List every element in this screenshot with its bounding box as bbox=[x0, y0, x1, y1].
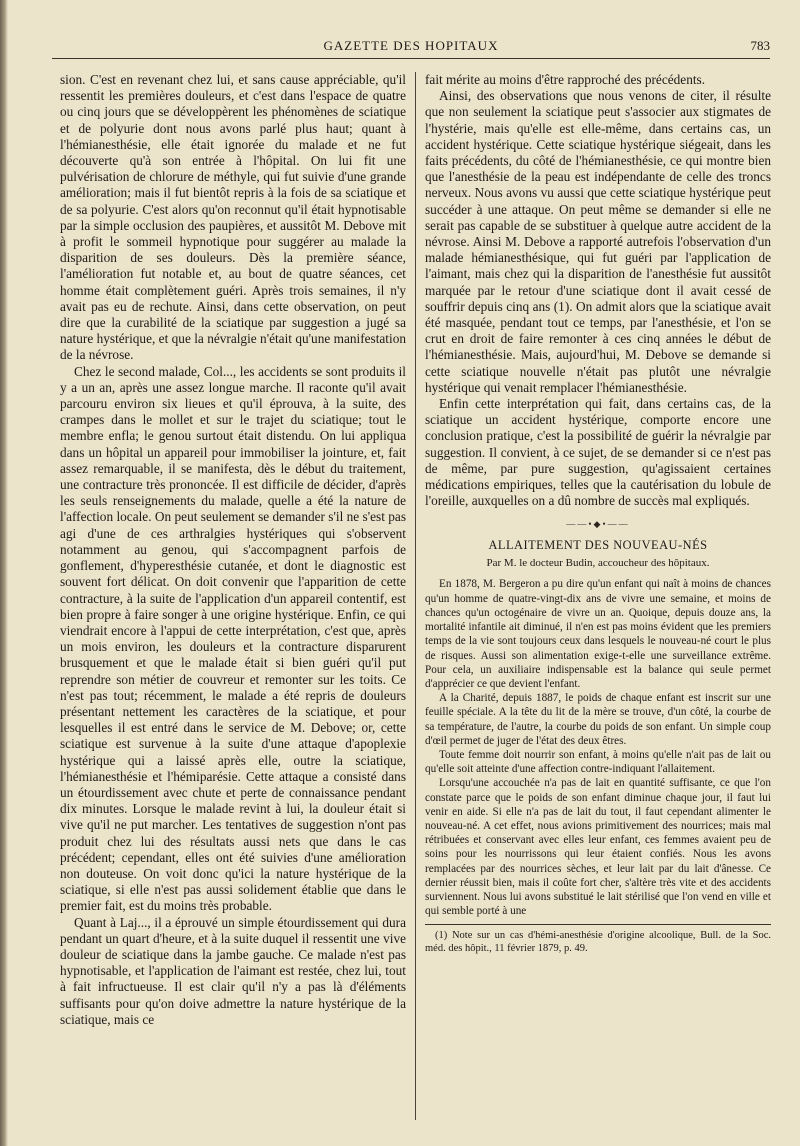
footnote: (1) Note sur un cas d'hémi-anesthésie d'origine alcoolique, Bull. de la Soc. méd. des hôpit., 11 février 1879, p. 49. bbox=[425, 930, 771, 955]
paragraph: Chez le second malade, Col..., les accidents se sont produits il y a un an, après une assez longue marche. Il raconte qu'il avait parcouru environ six lieues et qu'il éprouva, à la suite, des crampes dans le mollet et sur le trajet du sciatique; tout le membre enfla; le genou surtout était distendu. On lui appliqua dans un hôpital un appareil pour immobiliser la jointure, et, fait assez remarquable, il se manifesta, dès le début du traitement, une contracture très prononcée. Il est difficile de décider, d'après les seuls renseignements du malade, quelle a été la nature de l'affection locale. On peut seulement se demander s'il ne s'est pas agi d'une de ces arthralgies hystériques qui s'observent notamment au genou, qui s'accompagnent parfois de gonflement, d'hyperesthésie cutanée, et dont le diagnostic est souvent fort délicat. On doit convenir que l'apparition de cette contracture, à la suite de l'application d'un appareil contentif, est bien propre à faire songer à une origine hystérique. Enfin, ce qui viendrait encore à l'appui de cette interprétation, c'est que, après un mois environ, les douleurs et la contracture disparurent brusquement et que le malade était si bien guéri qu'il put reprendre son métier de couvreur et remonter sur les toits. Ce n'est pas tout; récemment, le malade a été repris de douleurs présentant nettement les caractères de la sciatique, et pour lesquelles il est entré dans le service de M. Debove; or, cette sciatique est survenue à la suite d'une attaque d'apoplexie hystérique qui a laissé après elle, outre la sciatique, l'hémianesthésie et l'hémiparésie. Cette attaque a consisté dans un étourdissement avec chute et perte de connaissance pendant dix minutes. Lorsque le malade revint à lui, la douleur était si vive qu'il ne put marcher. Les tentatives de suggestion n'ont pas produit chez lui des résultats aussi nets que dans le cas précédent; cependant, elles ont été suivies d'une amélioration non douteuse. On voit donc qu'ici la nature hystérique de la sciatique, si elle n'est pas aussi solidement établie que dans le premier fait, est du moins très probable. bbox=[60, 363, 406, 914]
right-column bbox=[425, 72, 771, 955]
paragraph: Enfin cette interprétation qui fait, dans certains cas, de la sciatique un accident hystérique, comporte encore une conclusion pratique, c'est la possibilité de guérir la névralgie par suggestion. Il convient, à ce sujet, de se demander si ce n'est pas de même, par pure suggestion, qu'agissaient certaines médications empiriques, telles que la cautérisation du lobule de l'oreille, auxquelles on a dû nombre de succès mal expliqués. bbox=[425, 396, 771, 509]
page-binding-shadow bbox=[0, 0, 8, 1146]
paragraph: Quant à Laj..., il a éprouvé un simple étourdissement qui dura pendant un quart d'heure, et à la suite duquel il ressentit une vive douleur de sciatique dans la jambe gauche. Ce malade n'est pas hypnotisable, et l'application de l'aimant est restée, chez lui, tout à fait infructueuse. Il est clair qu'il n'y a pas là d'éléments suffisants pour qu'on doive admettre la nature hystérique de la sciatique, mais ce bbox=[60, 914, 406, 1027]
article-title: ALLAITEMENT DES NOUVEAU-NÉS bbox=[488, 538, 708, 553]
page-header bbox=[52, 38, 770, 60]
paragraph: En 1878, M. Bergeron a pu dire qu'un enfant qui naît à moins de chances qu'un homme de quatre-vingt-dix ans de vivre une semaine, et moins de chances qu'un octogénaire de vivre un an. Quoique, depuis douze ans, la mortalité infantile ait diminué, il n'en est pas moins évident que les premiers temps de la vie sont toujours ceux dans lesquels le nouveau-né court le plus de risques. Aussi son alimentation exige-t-elle une surveillance extrême. Pour cela, un auxiliaire indispensable est la balance qui seule permet d'apprécier ce que devient l'enfant. bbox=[425, 578, 771, 690]
paragraph: sion. C'est en revenant chez lui, et sans cause appréciable, qu'il ressentit les premières douleurs, et c'est dans l'espace de quatre ou cinq jours que se développèrent les phénomènes de sciatique et de polyurie dont nous avons parlé plus haut; quant à l'hémianesthésie, elle était ignorée du malade et ne fut découverte qu'à son entrée à l'hôpital. On lui fit une pulvérisation de chlorure de méthyle, qui fut suivie d'une grande amélioration; mais il fut bientôt repris à la fois de sa sciatique et de sa polyurie. C'est alors qu'on reconnut qu'il était hypnotisable par la simple occlusion des paupières, et aussitôt M. Debove mit à profit le sommeil hypnotique pour suggérer au malade la disparition de ses douleurs. Dès la première séance, l'amélioration fut notable et, au bout de quatre séances, cet homme était complètement guéri. Après trois semaines, il n'y avait pas eu de rechute. Ainsi, dans cette observation, on peut dire que la curabilité de la sciatique par suggestion a jugé sa nature hystérique, et que la névralgie n'était qu'une manifestation de la névrose. bbox=[60, 72, 406, 363]
article-author: Par M. le docteur Budin, accoucheur des hôpitaux. bbox=[486, 557, 710, 570]
page-number: 783 bbox=[750, 38, 770, 53]
paragraph: Ainsi, des observations que nous venons de citer, il résulte que non seulement la sciatique peut s'associer aux stigmates de l'hystérie, mais qu'elle est elle-même, dans certains cas, un accident hystérique. Cette sciatique hystérique siégeait, dans les faits précédents, du côté de l'hémianesthésie, ce qui montre bien que l'anesthésie de la peau est indépendante de celle des troncs nerveux. Nous avons vu aussi que cette sciatique hystérique peut succéder à une attaque. On peut même se demander si elle ne serait pas capable de se substituer à quelque autre accident de la névrose. Ainsi M. Debove a rapporté autrefois l'observation d'un malade hémianesthésique, qui fut guéri par l'application de l'aimant, mais chez qui la disparition de l'anesthésie fut aussitôt marquée par le retour d'une sciatique dont il avait cessé de souffrir depuis cinq ans (1). On admit alors que la sciatique avait été masquée, pendant tout ce temps, par l'anesthésie, et l'on se crut en droit de faire remonter à ces cinq années le début de l'hémianesthésie. Mais, aujourd'hui, M. Debove se demande si cette sciatique nouvelle n'était pas plutôt une névralgie hystérique qui venait remplacer l'hémianesthésie. bbox=[425, 88, 771, 395]
header-rule bbox=[52, 58, 770, 59]
paragraph: Lorsqu'une accouchée n'a pas de lait en quantité suffisante, ce que l'on constate parce que le poids de son enfant diminue chaque jour, il faut lui venir en aide. Si elle n'a pas de lait du tout, il faut cependant alimenter le nouveau-né. A cet effet, nous avions primitivement des nourrices; mais mal rétribuées et conservant avec elles leur enfant, ces femmes avaient peu de soins pour les nourrissons qui leur étaient confiés. Nous les avons remplacées par des nourrices sèches, et leur lait par du lait d'ânesse. Ce dernier réussit bien, mais il coûte fort cher, s'altère très vite et des accidents surviennent. Nous lui avons substitué le lait stérilisé que l'on vend en ville et qui semble porté à une bbox=[425, 777, 771, 918]
left-column bbox=[60, 72, 406, 1028]
journal-title: GAZETTE DES HOPITAUX bbox=[323, 38, 499, 53]
paragraph: fait mérite au moins d'être rapproché des précédents. bbox=[425, 72, 706, 87]
section-ornament: ——•◆•—— bbox=[566, 519, 630, 530]
paragraph: A la Charité, depuis 1887, le poids de chaque enfant est inscrit sur une feuille spéciale. A la tête du lit de la mère se trouve, d'un côté, la courbe de sa température, de l'autre, la courbe du poids de son enfant. Un simple coup d'œil permet de juger de l'état des deux êtres. bbox=[425, 692, 771, 747]
footnote-rule bbox=[425, 924, 771, 925]
paragraph: Toute femme doit nourrir son enfant, à moins qu'elle n'ait pas de lait ou qu'elle soit atteinte d'une affection contre-indiquant l'allaitement. bbox=[425, 748, 771, 776]
column-separator bbox=[415, 72, 416, 1120]
